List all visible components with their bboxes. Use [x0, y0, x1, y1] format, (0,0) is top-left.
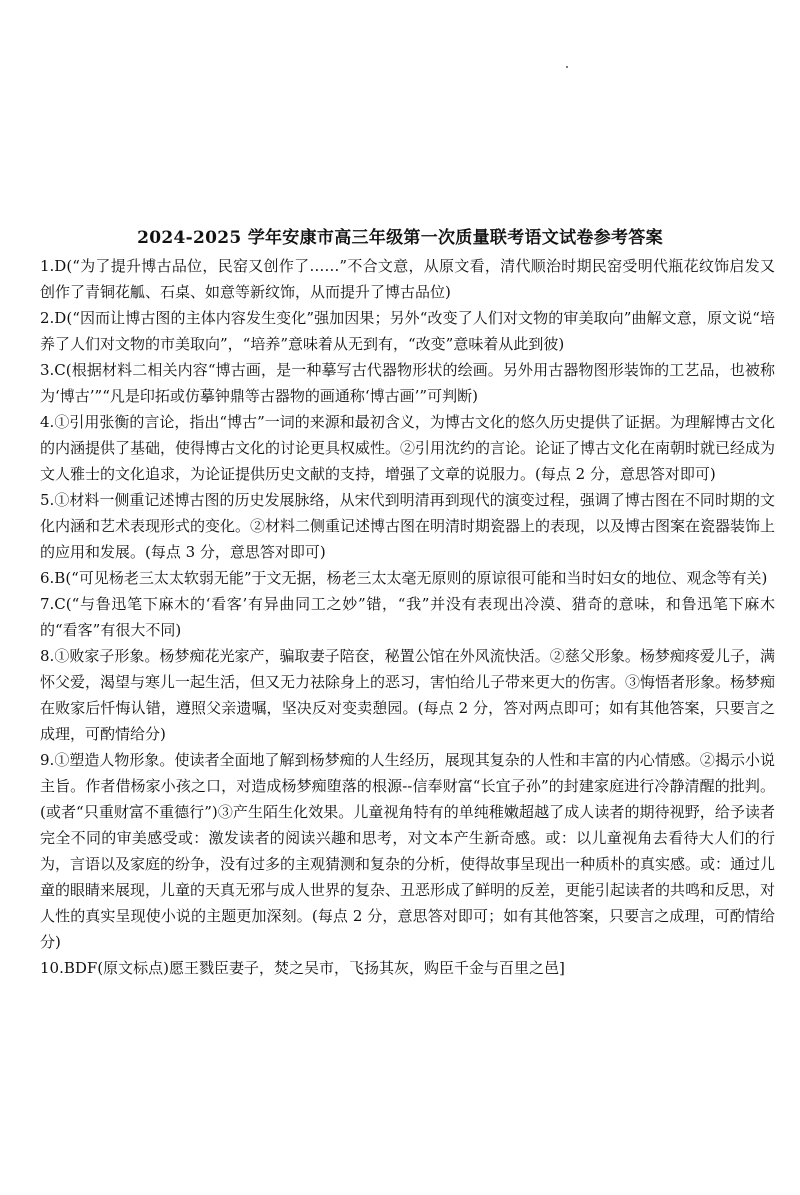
answer-item-8: 8.①败家子形象。杨梦痴花光家产，骗取妻子陪奁，秘置公馆在外风流快活。②慈父形象。杨梦痴疼爱儿子，满怀父爱，渴望与寒儿一起生活，但又无力祛除身上的恶习，害怕给儿子带来更大的伤害。③悔悟者形象。杨梦痴在败家后忏悔认错，遵照父亲遗嘱，坚决反对变卖憩园。(每点 2 分，答对两点即可；如有其他答案，只要言之成理，可酌情给分): [40, 647, 776, 743]
page-title: 2024-2025 学年安康市高三年级第一次质量联考语文试卷参考答案: [137, 228, 663, 248]
answer-item-10: 10.BDF(原文标点)愿王戮臣妻子，焚之吴市，飞扬其灰，购臣千金与百里之邑]: [40, 959, 565, 977]
answer-item-2: 2.D(“因而让博古图的主体内容发生变化”强加因果；另外“改变了人们对文物的审美取向”曲解文意，原文说“培养了人们对文物的市美取向”，“培养”意味着从无到有，“改变”意味着从此到彼): [40, 309, 775, 353]
answer-item-7: 7.C(“与鲁迅笔下麻木的‘看客’有异曲同工之妙”错，“我”并没有表现出冷漠、猎奇的意味，和鲁迅笔下麻木的“看客”有很大不同): [40, 595, 775, 639]
answer-item-1: 1.D(“为了提升博古品位，民窑又创作了……”不合文意，从原文看，清代顺治时期民窑受明代瓶花纹饰启发又创作了青铜花觚、石桌、如意等新纹饰，从而提升了博古品位): [40, 257, 775, 301]
answer-list: [40, 253, 775, 981]
answer-item-3: 3.C(根据材料二相关内容“博古画，是一种摹写古代器物形状的绘画。另外用古器物图形装饰的工艺品，也被称为‘博古’”“凡是印拓或仿摹钟鼎等古器物的画通称‘博古画’”可判断): [40, 361, 775, 405]
scan-speck: [566, 66, 568, 68]
answer-item-4: 4.①引用张衡的言论，指出“博古”一词的来源和最初含义，为博古文化的悠久历史提供了证据。为理解博古文化的内涵提供了基础，使得博古文化的讨论更具权威性。②引用沈约的言论。论证了博古文化在南朝时就已经成为文人雅士的文化追求，为论证提供历史文献的支持，增强了文章的说服力。(每点 2 分，意思答对即可): [40, 413, 776, 483]
answer-item-5: 5.①材料一侧重记述博古图的历史发展脉络，从宋代到明清再到现代的演变过程，强调了博古图在不同时期的文化内涵和艺术表现形式的变化。②材料二侧重记述博古图在明清时期瓷器上的表现，以及博古图案在瓷器装饰上的应用和发展。(每点 3 分，意思答对即可): [40, 491, 776, 561]
answer-item-6: 6.B(“可见杨老三太太软弱无能”于文无据，杨老三太太毫无原则的原谅很可能和当时妇女的地位、观念等有关): [40, 569, 768, 587]
answer-item-9: 9.①塑造人物形象。使读者全面地了解到杨梦痴的人生经历，展现其复杂的人性和丰富的内心情感。②揭示小说主旨。作者借杨家小孩之口，对造成杨梦痴堕落的根源--信奉财富“长宜子孙”的封建家庭进行冷静清醒的批判。(或者“只重财富不重德行”)③产生陌生化效果。儿童视角特有的单纯稚嫩超越了成人读者的期待视野，给予读者完全不同的审美感受或：激发读者的阅读兴趣和思考，对文本产生新奇感。或：以儿童视角去看待大人们的行为，言语以及家庭的纷争，没有过多的主观猜测和复杂的分析，使得故事呈现出一种质朴的真实感。或：通过儿童的眼睛来展现，儿童的天真无邪与成人世界的复杂、丑恶形成了鲜明的反差，更能引起读者的共鸣和反思，对人性的真实呈现使小说的主题更加深刻。(每点 2 分，意思答对即可；如有其他答案，只要言之成理，可酌情给分): [40, 751, 776, 951]
